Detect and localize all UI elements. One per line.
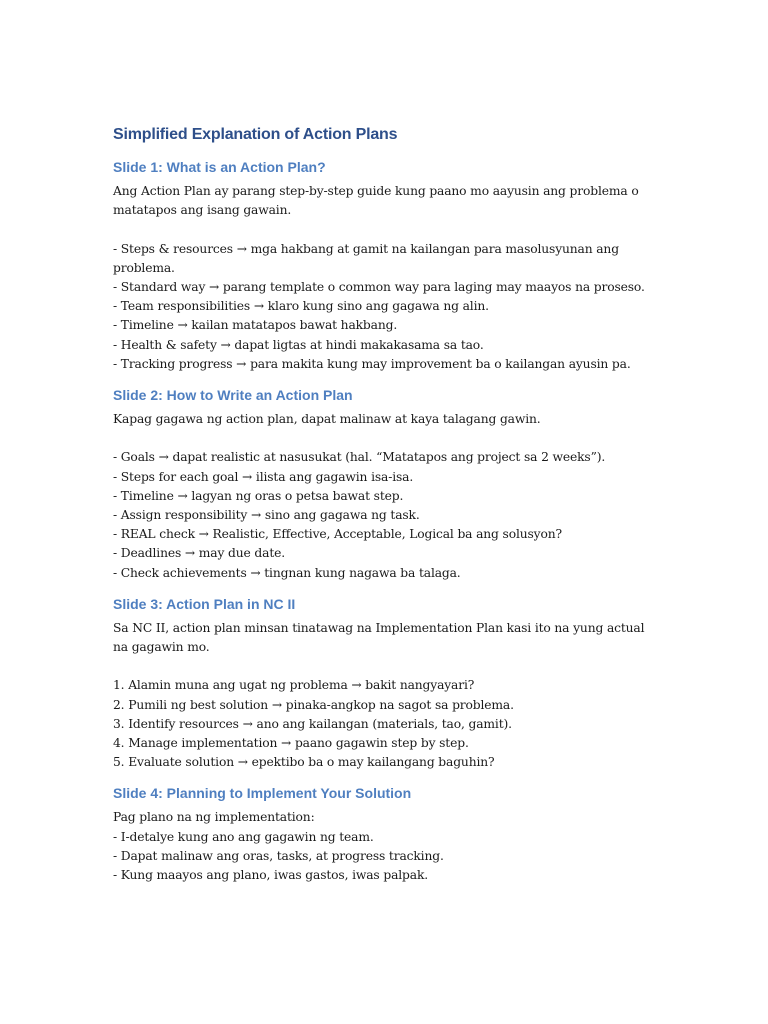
slide-4-item: - Kung maayos ang plano, iwas gastos, iwas palpak. [113,868,429,883]
slide-1-section [113,158,653,374]
slide-3-item: 3. Identify resources → ano ang kailangan (materials, tao, gamit). [113,716,512,731]
slide-3-item: 2. Pumili ng best solution → pinaka-angkop na sagot sa problema. [113,697,514,712]
slide-3-section [113,595,653,773]
slide-2-item: - Check achievements → tingnan kung nagawa ba talaga. [113,565,461,580]
slide-1-item: - Steps & resources → mga hakbang at gamit na kailangan para masolusyunan ang problema. [113,241,619,275]
slide-3-heading: Slide 3: Action Plan in NC II [113,595,296,612]
slide-2-intro: Kapag gagawa ng action plan, dapat malinaw at kaya talagang gawin. [113,412,541,427]
slide-4-item: - I-detalye kung ano ang gagawin ng team. [113,829,374,844]
slide-2-item: - Steps for each goal → ilista ang gagawin isa-isa. [113,469,414,484]
spacer [113,657,653,676]
slide-1-intro: Ang Action Plan ay parang step-by-step guide kung paano mo aayusin ang problema o matatapos ang isang gawain. [113,184,639,218]
document-page [113,124,653,885]
slide-2-item: - Assign responsibility → sino ang gagawa ng task. [113,508,420,523]
slide-1-item: - Standard way → parang template o common way para laging may maayos na proseso. [113,280,645,294]
slide-4-intro: Pag plano na ng implementation: [113,810,315,825]
slide-1-heading: Slide 1: What is an Action Plan? [113,159,326,175]
slide-3-item: 4. Manage implementation → paano gagawin step by step. [113,736,469,751]
slide-3-item: 1. Alamin muna ang ugat ng problema → bakit nangyayari? [113,678,475,693]
slide-4-heading: Slide 4: Planning to Implement Your Solution [113,785,412,802]
slide-2-item: - Deadlines → may due date. [113,546,286,561]
slide-3-item: 5. Evaluate solution → epektibo ba o may kailangang baguhin? [113,755,495,770]
slide-1-item: - Health & safety → dapat ligtas at hindi makakasama sa tao. [113,337,484,352]
slide-4-section [113,784,653,885]
slide-4-item: - Dapat malinaw ang oras, tasks, at progress tracking. [113,848,444,863]
slide-3-intro: Sa NC II, action plan minsan tinatawag na Implementation Plan kasi ito na yung actual na gagawin mo. [113,620,645,655]
slide-1-item: - Team responsibilities → klaro kung sino ang gagawa ng alin. [113,299,489,314]
slide-2-item: - Timeline → lagyan ng oras o petsa bawat step. [113,488,404,503]
spacer [113,429,653,448]
slide-1-item: - Timeline → kailan matatapos bawat hakbang. [113,318,398,333]
slide-2-item: - REAL check → Realistic, Effective, Acceptable, Logical ba ang solusyon? [113,527,562,542]
spacer [113,220,653,239]
slide-2-item: - Goals → dapat realistic at nasusukat (hal. “Matatapos ang project sa 2 weeks”). [113,450,606,465]
document-title: Simplified Explanation of Action Plans [113,126,398,143]
slide-1-item: - Tracking progress → para makita kung may improvement ba o kailangan ayusin pa. [113,356,631,371]
slide-2-section [113,386,653,583]
slide-2-heading: Slide 2: How to Write an Action Plan [113,387,353,404]
